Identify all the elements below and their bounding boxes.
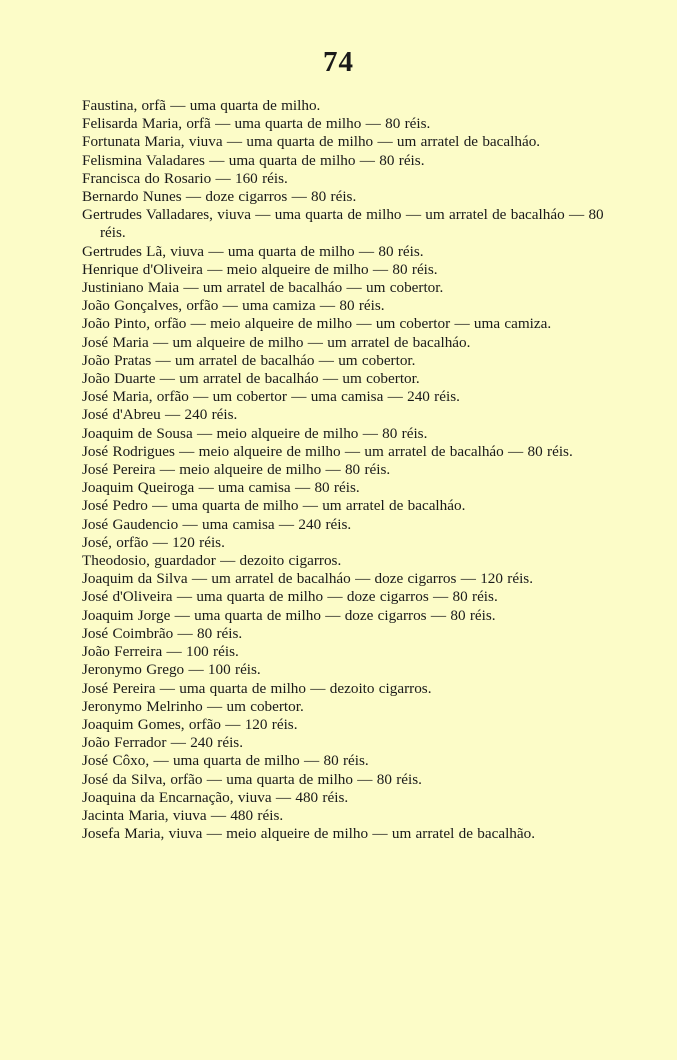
list-item: Jeronymo Melrinho — um cobertor. — [82, 697, 304, 715]
list-item: Joaquina da Encarnação, viuva — 480 réis. — [82, 788, 349, 806]
list-item: Gertrudes Valladares, viuva — uma quarta de milho — um arratel de bacalháo — 80 réis. — [82, 206, 604, 242]
list-item: Fortunata Maria, viuva — uma quarta de milho — um arratel de bacalháo. — [82, 133, 541, 151]
list-item: João Pinto, orfão — meio alqueire de milho — um cobertor — uma camiza. — [82, 315, 552, 333]
list-item: Jacinta Maria, viuva — 480 réis. — [82, 806, 284, 824]
page-number: 74 — [323, 46, 354, 78]
list-item: Justiniano Maia — um arratel de bacalháo — um cobertor. — [82, 279, 444, 297]
entry-list — [82, 97, 622, 843]
list-item: Joaquim Jorge — uma quarta de milho — doze cigarros — 80 réis. — [82, 606, 496, 624]
list-item: Joaquim Queiroga — uma camisa — 80 réis. — [82, 479, 360, 497]
list-item: Theodosio, guardador — dezoito cigarros. — [82, 552, 342, 570]
list-item: José Pedro — uma quarta de milho — um arratel de bacalháo. — [82, 497, 466, 515]
list-item: José, orfão — 120 réis. — [82, 533, 225, 551]
list-item: Jeronymo Grego — 100 réis. — [82, 661, 261, 679]
list-item: José Rodrigues — meio alqueire de milho — um arratel de bacalháo — 80 réis. — [82, 442, 573, 460]
list-item: José d'Abreu — 240 réis. — [82, 406, 238, 424]
list-item: João Pratas — um arratel de bacalháo — um cobertor. — [82, 351, 416, 369]
list-item: João Duarte — um arratel de bacalháo — um cobertor. — [82, 370, 420, 388]
list-item: José Gaudencio — uma camisa — 240 réis. — [82, 515, 352, 533]
list-item: José d'Oliveira — uma quarta de milho — doze cigarros — 80 réis. — [82, 588, 498, 606]
list-item: Henrique d'Oliveira — meio alqueire de milho — 80 réis. — [82, 260, 438, 278]
list-item: João Ferrador — 240 réis. — [82, 734, 244, 752]
list-item: José Coimbrão — 80 réis. — [82, 624, 243, 642]
list-item: Joaquim de Sousa — meio alqueire de milho — 80 réis. — [82, 424, 428, 442]
list-item: Josefa Maria, viuva — meio alqueire de milho — um arratel de bacalhão. — [82, 825, 536, 843]
list-item: Felisarda Maria, orfã — uma quarta de milho — 80 réis. — [82, 115, 431, 133]
list-item: Francisca do Rosario — 160 réis. — [82, 169, 288, 187]
list-item: Joaquim da Silva — um arratel de bacalháo — doze cigarros — 120 réis. — [82, 570, 534, 588]
list-item: José Pereira — uma quarta de milho — dezoito cigarros. — [82, 679, 432, 697]
list-item: Faustina, orfã — uma quarta de milho. — [82, 97, 321, 114]
list-item: João Ferreira — 100 réis. — [82, 643, 239, 661]
list-item: Gertrudes Lã, viuva — uma quarta de milho — 80 réis. — [82, 242, 424, 260]
list-item: José Pereira — meio alqueire de milho — 80 réis. — [82, 461, 391, 479]
list-item: José Maria — um alqueire de milho — um arratel de bacalháo. — [82, 333, 471, 351]
list-item: João Gonçalves, orfão — uma camiza — 80 réis. — [82, 297, 385, 315]
list-item: José da Silva, orfão — uma quarta de milho — 80 réis. — [82, 770, 422, 788]
list-item: José Côxo, — uma quarta de milho — 80 réis. — [82, 752, 369, 770]
list-item: Joaquim Gomes, orfão — 120 réis. — [82, 715, 298, 733]
list-item: José Maria, orfão — um cobertor — uma camisa — 240 réis. — [82, 388, 460, 406]
list-item: Bernardo Nunes — doze cigarros — 80 réis. — [82, 188, 357, 206]
list-item: Felismina Valadares — uma quarta de milho — 80 réis. — [82, 151, 425, 169]
